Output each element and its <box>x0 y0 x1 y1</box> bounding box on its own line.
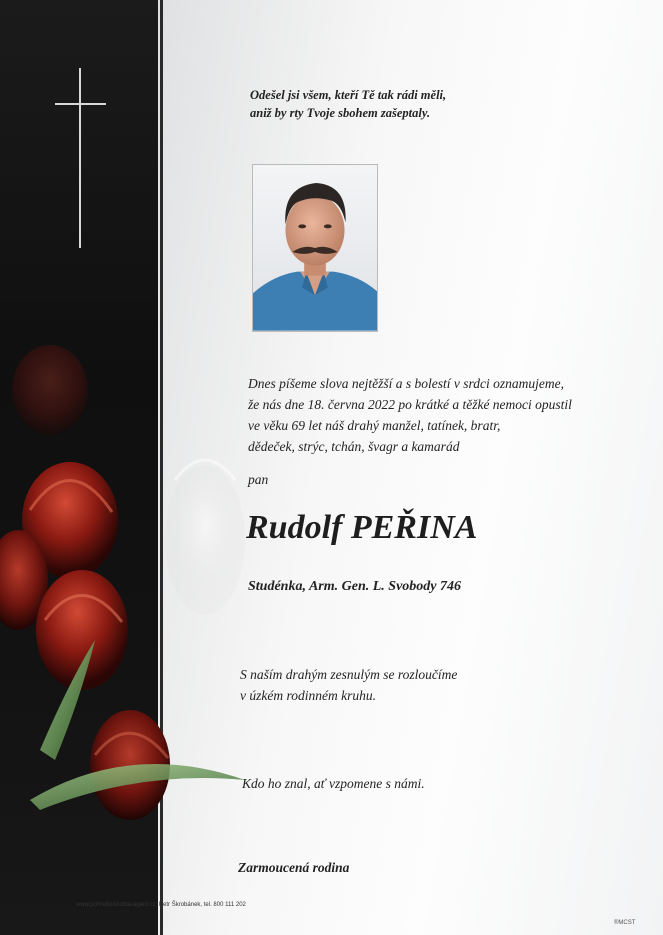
announcement-line: dědeček, strýc, tchán, švagr a kamarád <box>248 439 460 454</box>
title-prefix: pan <box>248 472 269 487</box>
announcement-line: ve věku 69 let náš drahý manžel, tatínek, bratr, <box>248 418 501 433</box>
footer-mark: ®MCST <box>614 920 636 926</box>
farewell-quote <box>250 86 630 122</box>
deceased-name: Rudolf PEŘINA <box>246 509 478 546</box>
quote-line: Odešel jsi všem, kteří Tě tak rádi měli, <box>250 88 447 102</box>
announcement-text <box>248 373 648 457</box>
tulip-white-ghost <box>165 460 245 615</box>
portrait-photo <box>252 164 378 332</box>
family-signature: Zarmoucená rodina <box>238 860 350 875</box>
announcement-line: že nás dne 18. června 2022 po krátké a těžké nemoci opustil <box>248 397 572 412</box>
footer-funeral-service: www.pohrebnisluzba-agent.cz, Petr Škrobánek, tel. 800 111 202 <box>76 902 246 908</box>
farewell-line: v úzkém rodinném kruhu. <box>240 688 376 703</box>
deceased-address: Studénka, Arm. Gen. L. Svobody 746 <box>248 579 461 594</box>
quote-line: aniž by rty Tvoje sbohem zašeptaly. <box>250 106 431 120</box>
farewell-info <box>240 664 640 706</box>
farewell-line: S naším drahým zesnulým se rozloučíme <box>240 667 458 682</box>
announcement-line: Dnes píšeme slova nejtěžší a s bolestí v srdci oznamujeme, <box>248 376 564 391</box>
remember-line: Kdo ho znal, ať vzpomene s námi. <box>242 776 425 791</box>
tulip-dim-top <box>12 345 88 435</box>
